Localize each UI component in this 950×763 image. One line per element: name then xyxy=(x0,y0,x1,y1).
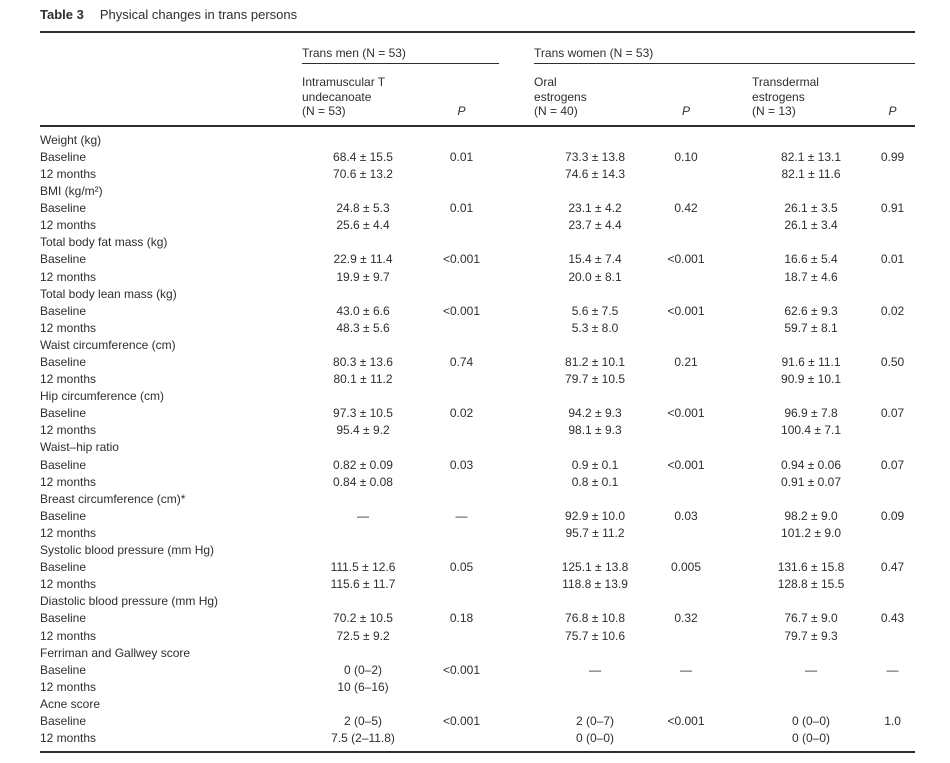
p-value-cell: 0.50 xyxy=(880,355,905,369)
spacer-cell xyxy=(499,474,534,491)
section-row xyxy=(40,542,915,559)
p-value-cell xyxy=(870,474,915,491)
p-value-cell: 0.43 xyxy=(880,611,905,626)
p-value-cell: 0.10 xyxy=(674,149,698,164)
table-number: Table 3 xyxy=(40,7,84,22)
row-label: 12 months xyxy=(40,628,97,643)
p-value-cell: <0.001 xyxy=(442,303,481,318)
p-value-cell: 0.99 xyxy=(880,149,905,164)
section-label: Systolic blood pressure (mm Hg) xyxy=(40,543,215,558)
p-value-cell xyxy=(656,474,716,491)
value-cell: 70.6 ± 13.2 xyxy=(333,166,393,181)
spacer-cell xyxy=(716,422,752,439)
p-value-cell: 0.91 xyxy=(880,201,905,216)
row-label: Baseline xyxy=(40,508,87,523)
row-label: 12 months xyxy=(40,166,97,181)
p-value-cell: <0.001 xyxy=(667,252,705,267)
row-label: Baseline xyxy=(40,560,87,575)
row-label: Baseline xyxy=(40,611,87,626)
value-cell: 76.7 ± 9.0 xyxy=(784,611,838,626)
spacer-cell xyxy=(499,610,534,627)
p-value-cell: 0.18 xyxy=(449,611,474,626)
spacer-cell xyxy=(716,679,752,696)
value-cell: 24.8 ± 5.3 xyxy=(336,201,390,216)
group-trans-women: Trans women (N = 53) xyxy=(534,33,915,64)
p-value-cell xyxy=(424,679,499,696)
row-label: Baseline xyxy=(40,662,87,677)
p-value-cell: <0.001 xyxy=(667,713,705,728)
value-cell: 80.3 ± 13.6 xyxy=(333,355,393,369)
p-value-cell xyxy=(424,320,499,337)
p-value-cell xyxy=(870,576,915,593)
p-value-cell xyxy=(424,422,499,439)
spacer-cell xyxy=(499,576,534,593)
p-value-cell xyxy=(656,422,716,439)
spacer-cell xyxy=(716,149,752,166)
p-value-cell xyxy=(424,217,499,234)
table-header xyxy=(40,33,915,126)
section-label: Acne score xyxy=(40,696,101,711)
table-figure xyxy=(40,7,915,753)
p-value-cell xyxy=(870,371,915,388)
spacer-cell xyxy=(716,610,752,627)
spacer-cell xyxy=(499,320,534,337)
col-header-transdermal-estrogens: Transdermal estrogens (N = 13) xyxy=(752,64,870,126)
p-value-cell xyxy=(656,576,716,593)
p-value-cell: 0.02 xyxy=(880,303,905,318)
value-cell: 92.9 ± 10.0 xyxy=(565,508,625,523)
group-header-row xyxy=(40,33,915,64)
value-cell: 48.3 ± 5.6 xyxy=(336,320,390,335)
spacer-cell xyxy=(716,405,752,422)
table-row xyxy=(40,508,915,525)
col-header-p-trans-men: P xyxy=(424,64,499,126)
table-row xyxy=(40,576,915,593)
section-row xyxy=(40,491,915,508)
spacer-cell xyxy=(716,320,752,337)
spacer-cell xyxy=(716,251,752,268)
section-row xyxy=(40,388,915,405)
spacer-cell xyxy=(716,474,752,491)
value-cell: — xyxy=(589,662,602,677)
p-value-cell: 0.21 xyxy=(674,355,698,369)
p-value-cell xyxy=(424,628,499,645)
p-value-cell xyxy=(424,730,499,752)
table-row xyxy=(40,405,915,422)
p-value-cell xyxy=(424,166,499,183)
value-cell: 5.6 ± 7.5 xyxy=(571,303,619,318)
p-value-cell: 0.005 xyxy=(671,560,702,575)
table-row xyxy=(40,269,915,286)
p-value-cell: 0.03 xyxy=(449,457,474,472)
value-cell: 97.3 ± 10.5 xyxy=(333,406,393,421)
spacer-cell xyxy=(499,269,534,286)
row-label: 12 months xyxy=(40,731,97,746)
value-cell: 0 (0–0) xyxy=(792,731,831,746)
section-row xyxy=(40,696,915,713)
spacer-cell xyxy=(716,628,752,645)
value-cell: 81.2 ± 10.1 xyxy=(565,355,625,369)
spacer-cell xyxy=(499,679,534,696)
value-cell: 91.6 ± 11.1 xyxy=(781,355,841,369)
spacer-cell xyxy=(499,713,534,730)
p-value-cell: 0.07 xyxy=(880,457,905,472)
section-row xyxy=(40,183,915,200)
value-cell: 94.2 ± 9.3 xyxy=(568,406,622,421)
value-cell: 98.1 ± 9.3 xyxy=(568,423,622,438)
col-header-intramuscular-t: Intramuscular T undecanoate (N = 53) xyxy=(302,64,424,126)
value-cell: 80.1 ± 11.2 xyxy=(333,372,393,387)
value-cell: 15.4 ± 7.4 xyxy=(568,252,622,267)
value-cell: 76.8 ± 10.8 xyxy=(565,611,625,626)
spacer-cell xyxy=(716,525,752,542)
table-row xyxy=(40,303,915,320)
table-row xyxy=(40,662,915,679)
p-value-cell: 0.01 xyxy=(449,149,474,164)
p-value-cell: 0.01 xyxy=(880,252,905,267)
spacer-cell xyxy=(716,508,752,525)
p-value-cell: 0.05 xyxy=(449,560,474,575)
row-label: Baseline xyxy=(40,201,87,216)
empty-cell xyxy=(499,64,534,126)
value-cell: 0.84 ± 0.08 xyxy=(333,474,393,489)
value-cell: 2 (0–5) xyxy=(343,713,383,728)
value-cell: 0.94 ± 0.06 xyxy=(781,457,841,472)
row-label: 12 months xyxy=(40,474,97,489)
p-value-cell xyxy=(656,371,716,388)
spacer-cell xyxy=(716,303,752,320)
p-value-cell xyxy=(870,269,915,286)
table-body xyxy=(40,126,915,752)
table-row xyxy=(40,320,915,337)
row-label: 12 months xyxy=(40,218,97,233)
row-label: Baseline xyxy=(40,713,87,728)
row-label: Baseline xyxy=(40,149,87,164)
value-cell: 0 (0–0) xyxy=(576,731,615,746)
value-cell xyxy=(752,679,870,696)
empty-cell xyxy=(499,33,534,64)
spacer-cell xyxy=(499,628,534,645)
spacer-cell xyxy=(499,457,534,474)
section-row xyxy=(40,126,915,149)
empty-cell xyxy=(716,64,752,126)
p-value-cell xyxy=(424,269,499,286)
value-cell: 70.2 ± 10.5 xyxy=(333,611,393,626)
value-cell: 73.3 ± 13.8 xyxy=(565,149,625,164)
section-row xyxy=(40,234,915,251)
p-value-cell xyxy=(870,422,915,439)
row-label: Baseline xyxy=(40,457,87,472)
value-cell: 74.6 ± 14.3 xyxy=(565,166,625,181)
section-label: Ferriman and Gallwey score xyxy=(40,645,191,660)
section-label: Waist–hip ratio xyxy=(40,440,119,455)
value-cell: 25.6 ± 4.4 xyxy=(336,218,390,233)
p-value-cell: 0.07 xyxy=(880,406,905,421)
table-row xyxy=(40,200,915,217)
table-row xyxy=(40,628,915,645)
p-value-cell: 0.09 xyxy=(880,508,905,523)
table-caption: Physical changes in trans persons xyxy=(99,7,298,22)
table-row xyxy=(40,422,915,439)
spacer-cell xyxy=(499,217,534,234)
physical-changes-table xyxy=(40,33,915,753)
p-value-cell: 0.01 xyxy=(449,201,474,216)
table-row xyxy=(40,730,915,752)
value-cell: 111.5 ± 12.6 xyxy=(330,560,396,575)
spacer-cell xyxy=(499,662,534,679)
spacer-cell xyxy=(499,303,534,320)
value-cell: 0.9 ± 0.1 xyxy=(571,457,619,472)
empty-cell xyxy=(40,64,302,126)
row-label: 12 months xyxy=(40,320,97,335)
p-value-cell xyxy=(656,166,716,183)
spacer-cell xyxy=(716,457,752,474)
column-header-row xyxy=(40,64,915,126)
p-value-cell xyxy=(870,628,915,645)
row-label: 12 months xyxy=(40,679,97,694)
p-value-cell: <0.001 xyxy=(442,713,481,728)
value-cell: 82.1 ± 11.6 xyxy=(781,166,841,181)
value-cell: 0.91 ± 0.07 xyxy=(781,474,841,489)
p-value-cell: 1.0 xyxy=(884,713,901,728)
table-row xyxy=(40,354,915,371)
row-label: Baseline xyxy=(40,303,87,318)
p-value-cell: 0.74 xyxy=(449,355,474,369)
row-label: 12 months xyxy=(40,423,97,438)
table-row xyxy=(40,679,915,696)
spacer-cell xyxy=(716,371,752,388)
empty-cell xyxy=(40,33,302,64)
p-value-cell xyxy=(424,576,499,593)
value-cell: 96.9 ± 7.8 xyxy=(784,406,838,421)
col-header-p-transdermal: P xyxy=(870,64,915,126)
value-cell: 95.4 ± 9.2 xyxy=(336,423,390,438)
spacer-cell xyxy=(499,525,534,542)
spacer-cell xyxy=(499,422,534,439)
value-cell: — xyxy=(357,508,369,523)
table-row xyxy=(40,559,915,576)
value-cell: 23.7 ± 4.4 xyxy=(568,218,622,233)
value-cell: 59.7 ± 8.1 xyxy=(784,320,838,335)
section-row xyxy=(40,593,915,610)
p-value-cell: 0.32 xyxy=(674,611,698,626)
p-value-cell: 0.42 xyxy=(674,201,698,216)
value-cell: 2 (0–7) xyxy=(576,713,615,728)
spacer-cell xyxy=(716,354,752,371)
table-row xyxy=(40,474,915,491)
spacer-cell xyxy=(716,269,752,286)
value-cell: 22.9 ± 11.4 xyxy=(333,252,393,267)
value-cell: 90.9 ± 10.1 xyxy=(781,372,841,387)
value-cell: 23.1 ± 4.2 xyxy=(568,201,622,216)
row-label: Baseline xyxy=(40,355,87,369)
value-cell xyxy=(534,679,656,696)
value-cell: 82.1 ± 13.1 xyxy=(781,149,841,164)
spacer-cell xyxy=(499,166,534,183)
section-label: Breast circumference (cm)* xyxy=(40,491,186,506)
section-row xyxy=(40,286,915,303)
section-row xyxy=(40,439,915,456)
value-cell: 115.6 ± 11.7 xyxy=(330,577,396,592)
p-value-cell xyxy=(870,679,915,696)
value-cell: 19.9 ± 9.7 xyxy=(336,269,390,284)
value-cell: 18.7 ± 4.6 xyxy=(784,269,838,284)
spacer-cell xyxy=(716,200,752,217)
spacer-cell xyxy=(499,371,534,388)
value-cell: 72.5 ± 9.2 xyxy=(336,628,390,643)
row-label: 12 months xyxy=(40,525,97,540)
table-row xyxy=(40,610,915,627)
section-label: Weight (kg) xyxy=(40,132,102,147)
value-cell: 16.6 ± 5.4 xyxy=(784,252,838,267)
p-value-cell: — xyxy=(680,662,693,677)
p-value-cell: <0.001 xyxy=(667,457,705,472)
section-label: Diastolic blood pressure (mm Hg) xyxy=(40,594,219,609)
p-value-cell xyxy=(870,320,915,337)
value-cell: 68.4 ± 15.5 xyxy=(333,149,393,164)
p-value-cell xyxy=(870,217,915,234)
section-label: Hip circumference (cm) xyxy=(40,389,165,404)
p-value-cell: 0.03 xyxy=(674,508,698,523)
p-value-cell: 0.02 xyxy=(449,406,474,421)
section-row xyxy=(40,645,915,662)
p-value-cell xyxy=(424,525,499,542)
spacer-cell xyxy=(499,200,534,217)
p-value-cell xyxy=(656,628,716,645)
spacer-cell xyxy=(499,559,534,576)
spacer-cell xyxy=(499,149,534,166)
table-row xyxy=(40,217,915,234)
p-value-cell: <0.001 xyxy=(667,406,705,421)
row-label: 12 months xyxy=(40,577,97,592)
value-cell: — xyxy=(805,662,818,677)
value-cell: 98.2 ± 9.0 xyxy=(784,508,838,523)
table-row xyxy=(40,525,915,542)
value-cell: 128.8 ± 15.5 xyxy=(777,577,845,592)
spacer-cell xyxy=(499,354,534,371)
p-value-cell xyxy=(870,166,915,183)
p-value-cell xyxy=(656,679,716,696)
p-value-cell xyxy=(424,371,499,388)
value-cell: 131.6 ± 15.8 xyxy=(777,560,845,575)
p-value-cell xyxy=(656,320,716,337)
table-row xyxy=(40,166,915,183)
table-title xyxy=(40,7,915,33)
p-value-cell xyxy=(656,525,716,542)
row-label: 12 months xyxy=(40,269,97,284)
value-cell: 0.82 ± 0.09 xyxy=(333,457,393,472)
section-label: Total body lean mass (kg) xyxy=(40,286,177,301)
table-row xyxy=(40,251,915,268)
p-value-cell: <0.001 xyxy=(667,303,705,318)
value-cell: 10 (6–16) xyxy=(337,679,389,694)
p-value-cell xyxy=(870,730,915,752)
value-cell: 118.8 ± 13.9 xyxy=(562,577,628,592)
section-label: Total body fat mass (kg) xyxy=(40,235,168,250)
group-trans-men: Trans men (N = 53) xyxy=(302,33,499,64)
value-cell: 20.0 ± 8.1 xyxy=(568,269,622,284)
spacer-cell xyxy=(499,405,534,422)
spacer-cell xyxy=(499,730,534,752)
value-cell: 75.7 ± 10.6 xyxy=(565,628,625,643)
spacer-cell xyxy=(716,730,752,752)
spacer-cell xyxy=(716,713,752,730)
p-value-cell: <0.001 xyxy=(442,252,481,267)
value-cell: 5.3 ± 8.0 xyxy=(571,320,619,335)
value-cell: 125.1 ± 13.8 xyxy=(561,560,629,575)
value-cell: 101.2 ± 9.0 xyxy=(781,525,841,540)
section-label: BMI (kg/m²) xyxy=(40,184,103,199)
value-cell: 0 (0–2) xyxy=(343,662,383,677)
section-label: Waist circumference (cm) xyxy=(40,337,176,352)
table-row xyxy=(40,371,915,388)
row-label: 12 months xyxy=(40,372,97,387)
value-cell: 7.5 (2–11.8) xyxy=(331,731,395,746)
value-cell: 0 (0–0) xyxy=(792,713,831,728)
p-value-cell: — xyxy=(886,662,899,677)
spacer-cell xyxy=(499,508,534,525)
p-value-cell: 0.47 xyxy=(880,560,905,575)
spacer-cell xyxy=(716,166,752,183)
spacer-cell xyxy=(499,251,534,268)
table-row xyxy=(40,149,915,166)
spacer-cell xyxy=(716,662,752,679)
p-value-cell xyxy=(656,269,716,286)
p-value-cell xyxy=(656,730,716,752)
row-label: Baseline xyxy=(40,252,87,267)
col-header-oral-estrogens: Oral estrogens (N = 40) xyxy=(534,64,656,126)
p-value-cell xyxy=(424,474,499,491)
value-cell: 62.6 ± 9.3 xyxy=(784,303,838,318)
value-cell: 95.7 ± 11.2 xyxy=(565,525,625,540)
row-label: Baseline xyxy=(40,406,87,421)
value-cell: 100.4 ± 7.1 xyxy=(781,423,841,438)
value-cell xyxy=(302,525,424,542)
table-row xyxy=(40,713,915,730)
spacer-cell xyxy=(716,217,752,234)
value-cell: 0.8 ± 0.1 xyxy=(571,474,619,489)
p-value-cell: — xyxy=(455,508,468,523)
section-row xyxy=(40,337,915,354)
p-value-cell xyxy=(656,217,716,234)
col-header-p-oral: P xyxy=(656,64,716,126)
p-value-cell: <0.001 xyxy=(442,662,481,677)
value-cell: 26.1 ± 3.4 xyxy=(784,218,838,233)
value-cell: 79.7 ± 10.5 xyxy=(565,372,625,387)
spacer-cell xyxy=(716,559,752,576)
spacer-cell xyxy=(716,576,752,593)
p-value-cell xyxy=(870,525,915,542)
value-cell: 43.0 ± 6.6 xyxy=(336,303,390,318)
table-row xyxy=(40,457,915,474)
value-cell: 26.1 ± 3.5 xyxy=(784,201,838,216)
value-cell: 79.7 ± 9.3 xyxy=(784,628,838,643)
